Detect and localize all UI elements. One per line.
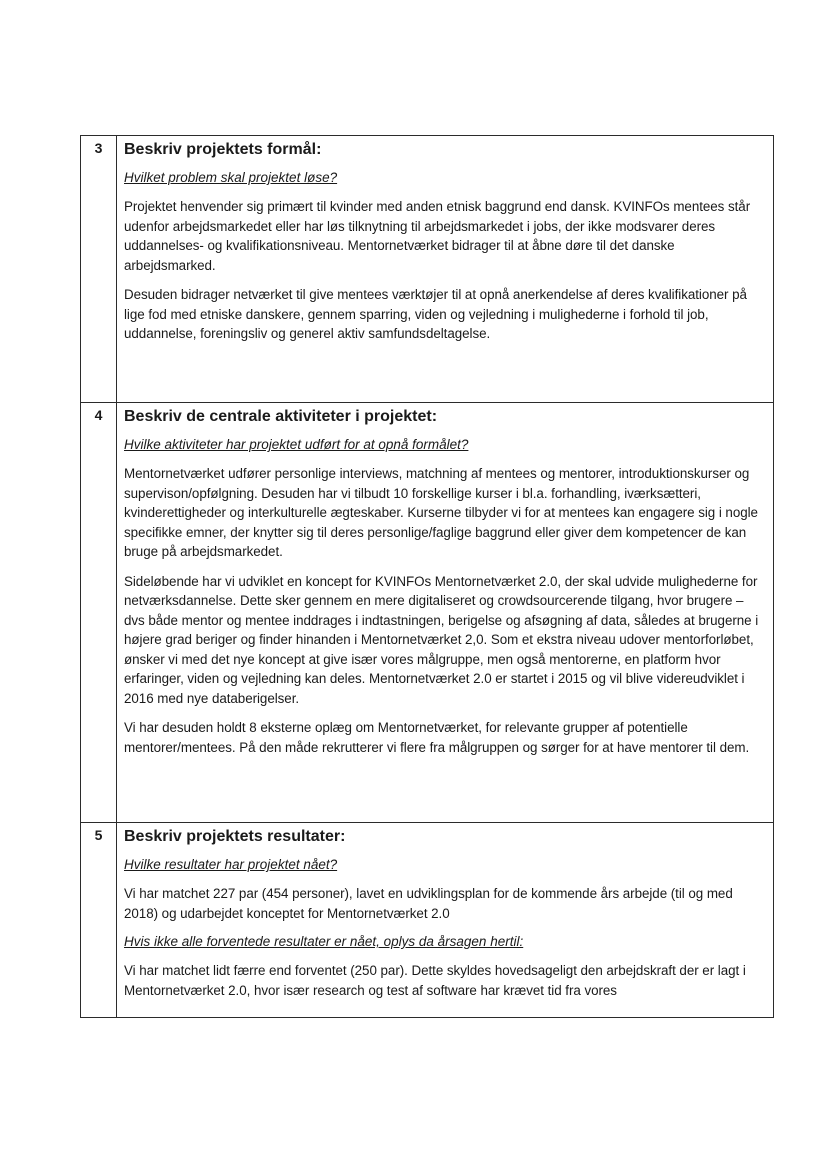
section-number: 5 [81,823,117,1018]
section-question: Hvilke aktiviteter har projektet udført for at opnå formålet? [124,437,469,452]
section-number: 4 [81,403,117,823]
section-question: Hvilket problem skal projektet løse? [124,170,338,185]
section-4-content [117,403,774,823]
paragraph: Vi har matchet lidt færre end forventet (250 par). Dette skyldes hovedsageligt den arbejdskraft der er lagt i Mentornetværket 2.0, hvor især research og test af software har krævet tid fra vores [124,963,746,998]
section-heading: Beskriv de centrale aktiviteter i projektet: [124,408,438,425]
section-5-row [81,823,774,1018]
section-5-content [117,823,774,1018]
section-heading: Beskriv projektets resultater: [124,828,346,845]
project-report-table [80,135,774,1018]
section-question: Hvilke resultater har projektet nået? [124,857,338,872]
section-3-row [81,136,774,403]
paragraph: Desuden bidrager netværket til give mentees værktøjer til at opnå anerkendelse af deres kvalifikationer på lige fod med etniske danskere, gennem sparring, viden og vejledning i mulighederne i forhold til job, uddannelse, foreningsliv og generel aktiv samfundsdeltagelse. [124,287,747,341]
section-heading: Beskriv projektets formål: [124,141,322,158]
paragraph: Vi har matchet 227 par (454 personer), lavet en udviklingsplan for de kommende års arbejde (til og med 2018) og udarbejdet konceptet for Mentornetværket 2.0 [124,886,733,921]
paragraph: Vi har desuden holdt 8 eksterne oplæg om Mentornetværket, for relevante grupper af potentielle mentorer/mentees. På den måde rekrutterer vi flere fra målgruppen og sørger for at have mentorer til dem. [124,720,750,755]
paragraph: Projektet henvender sig primært til kvinder med anden etnisk baggrund end dansk. KVINFOs mentees står udenfor arbejdsmarkedet eller har løs tilknytning til arbejdsmarkedet i jobs, der ikke modsvarer deres uddannelses- og kvalifikationsniveau. Mentornetværket bidrager til at åbne døre til det danske arbejdsmarked. [124,199,751,273]
paragraph: Sideløbende har vi udviklet en koncept for KVINFOs Mentornetværket 2.0, der skal udvide mulighederne for netværksdannelse. Dette sker gennem en mere digitaliseret og crowdsourcerende tilgang, hvor brugere – dvs både mentor og mentee inddrages i indtastningen, berigelse og afsøgning af data, således at brugerne i højere grad beriger og finder hinanden i Mentornetværket 2,0. Som et ekstra niveau udover mentorforløbet, ønsker vi med det nye koncept at give især vores målgruppe, men også mentorerne, en platform hvor erfaringer, viden og vejledning kan deles. Mentornetværket 2.0 er startet i 2015 og vil blive videreudviklet i 2016 med nye databerigelser. [124,573,759,706]
section-4-row [81,403,774,823]
section-question-secondary: Hvis ikke alle forventede resultater er nået, oplys da årsagen hertil: [124,934,524,949]
paragraph: Mentornetværket udfører personlige interviews, matchning af mentees og mentorer, introduktionskurser og supervison/opfølgning. Desuden har vi tilbudt 10 forskellige kurser i bl.a. forhandling, iværksætteri, kvinderettigheder og interkulturelle ægteskaber. Kurserne tilbyder vi for at mentees kan engagere sig i nogle specifikke emner, der knytter sig til deres personlige/faglige baggrund eller giver dem kompetencer de kan bruge på arbejdsmarkedet. [124,466,758,559]
section-number: 3 [81,136,117,403]
section-3-content [117,136,774,403]
